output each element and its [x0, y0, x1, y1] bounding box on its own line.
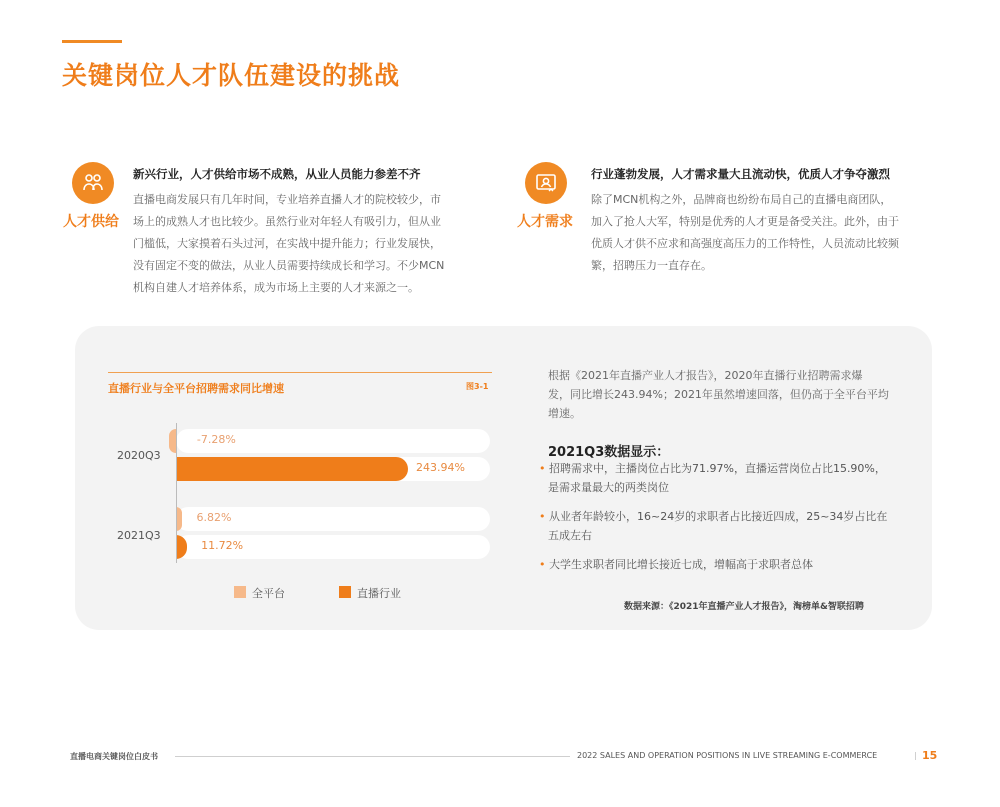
value-label: 243.94%: [416, 461, 465, 474]
title-accent-line: [62, 40, 122, 43]
supply-line: 场上的成熟人才也比较少。虽然行业对年轻人有吸引力，但从业: [133, 215, 441, 228]
analysis-intro: [548, 366, 918, 423]
supply-line: 直播电商发展只有几年时间，专业培养直播人才的院校较少，市: [133, 193, 441, 206]
bar-livestream-2020q3: [176, 457, 408, 481]
supply-line: 没有固定不变的做法，从业人员需要持续成长和学习。不少MCN: [133, 259, 445, 272]
footer-divider: |: [914, 751, 917, 760]
bullet-text: 是需求量最大的两类岗位: [548, 481, 669, 494]
figure-label: 图3-1: [466, 382, 489, 391]
demand-line: 除了MCN机构之外，品牌商也纷纷布局自己的直播电商团队，: [591, 193, 892, 206]
analysis-intro-line: 发，同比增长243.94%；2021年虽然增速回落，但仍高于全平台平均: [548, 388, 889, 401]
demand-line: 加入了抢人大军，特别是优秀的人才更是备受关注。此外，由于: [591, 215, 899, 228]
supply-line: 机构自建人才培养体系，成为市场上主要的人才来源之一。: [133, 281, 419, 294]
analysis-bullet: [539, 555, 919, 574]
data-source: 数据来源：《2021年直播产业人才报告》，淘榜单&智联招聘: [624, 602, 864, 612]
page-number: 15: [922, 749, 938, 762]
people-icon: [72, 162, 114, 204]
talent-demand-icon: [525, 162, 567, 204]
chart-axis: [176, 423, 177, 563]
analysis-bullet: [539, 459, 919, 497]
value-label: 6.82%: [196, 511, 232, 524]
bullet-dot: •: [539, 558, 546, 571]
bullet-text: 五成左右: [548, 529, 592, 542]
bullet-text: 大学生求职者同比增长接近七成，增幅高于求职者总体: [549, 558, 813, 571]
footer-right-title: 2022 SALES AND OPERATION POSITIONS IN LIVE STREAMING E-COMMERCE: [577, 751, 878, 760]
category-label-2020q3: 2020Q3: [117, 449, 161, 462]
bullet-dot: •: [539, 462, 546, 475]
demand-line: 优质人才供不应求和高强度高压力的工作特性，人员流动比较频: [591, 237, 899, 250]
supply-heading: 新兴行业，人才供给市场不成熟，从业人员能力参差不齐: [133, 167, 421, 181]
analysis-heading: 2021Q3数据显示：: [548, 445, 670, 460]
legend-swatch-platform: [234, 586, 246, 598]
legend-swatch-livestream: [339, 586, 351, 598]
analysis-intro-line: 根据《2021年直播产业人才报告》，2020年直播行业招聘需求爆: [548, 369, 863, 382]
demand-label: 人才需求: [517, 214, 573, 230]
page-title: 关键岗位人才队伍建设的挑战: [62, 61, 401, 90]
legend-label-platform: 全平台: [252, 587, 285, 600]
bullet-text: 从业者年龄较小，16~24岁的求职者占比接近四成，25~34岁占比在: [549, 510, 888, 523]
value-label: 11.72%: [201, 539, 244, 552]
chart-title-rule: [108, 372, 492, 373]
legend-label-livestream: 直播行业: [357, 587, 401, 600]
demand-body: [591, 189, 921, 277]
chart-title: 直播行业与全平台招聘需求同比增速: [108, 382, 284, 395]
footer-left-title: 直播电商关键岗位白皮书: [70, 752, 158, 761]
bar-platform-2020q3: [169, 429, 176, 453]
bullet-text: 招聘需求中，主播岗位占比为71.97%，直播运营岗位占比15.90%，: [549, 462, 886, 475]
value-label: -7.28%: [196, 433, 236, 446]
demand-line: 繁，招聘压力一直存在。: [591, 259, 712, 272]
supply-line: 门槛低，大家摸着石头过河，在实战中提升能力；行业发展快，: [133, 237, 441, 250]
category-label-2021q3: 2021Q3: [117, 529, 161, 542]
analysis-bullet: [539, 507, 919, 545]
demand-heading: 行业蓬勃发展，人才需求量大且流动快，优质人才争夺激烈: [591, 167, 890, 181]
footer-rule: [175, 756, 570, 757]
bullet-dot: •: [539, 510, 546, 523]
supply-body: [133, 189, 463, 299]
analysis-intro-line: 增速。: [548, 407, 581, 420]
supply-label: 人才供给: [63, 214, 119, 230]
